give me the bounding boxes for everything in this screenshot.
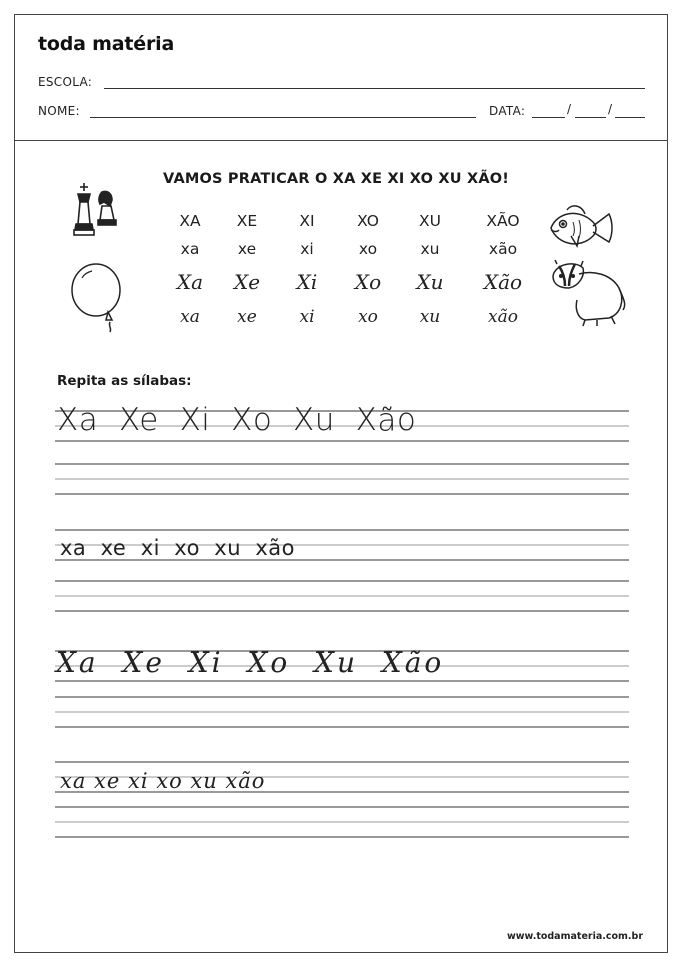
syllable: Xão: [483, 270, 523, 294]
syllable: xe: [237, 307, 257, 327]
syllable: Xa: [176, 270, 204, 294]
syllable: xa: [180, 307, 200, 327]
syllable: xa: [180, 240, 200, 258]
syllable: xu: [420, 240, 440, 258]
syllable: Xi: [296, 270, 318, 294]
syllable: XE: [236, 212, 258, 230]
date-label: DATA:: [489, 104, 526, 118]
practice-cursive-uppercase: Xa Xe Xi Xo Xu Xão: [56, 646, 445, 679]
syllable: XU: [419, 212, 441, 230]
name-label: NOME:: [38, 104, 80, 118]
syllable: Xe: [233, 270, 261, 294]
syllable: xe: [237, 240, 257, 258]
practice-cursive-lowercase: xa xe xi xo xu xão: [60, 769, 266, 793]
syllable: xo: [358, 240, 378, 258]
syllable: XO: [357, 212, 379, 230]
syllable: XÃO: [486, 212, 520, 230]
practice-label: Repita as sílabas:: [57, 373, 192, 389]
syllable: xu: [419, 307, 441, 327]
syllable: xi: [300, 240, 314, 258]
practice-lowercase: xa xe xi xo xu xão: [60, 536, 296, 560]
syllable: Xo: [354, 270, 382, 294]
exercise-title: VAMOS PRATICAR O XA XE XI XO XU XÃO!: [163, 171, 510, 187]
syllable: XA: [179, 212, 201, 230]
syllable: xo: [358, 307, 378, 327]
syllable: Xu: [416, 270, 444, 294]
syllable: xi: [299, 307, 315, 327]
footer-url[interactable]: www.todamateria.com.br: [506, 931, 643, 942]
syllable: xão: [488, 307, 518, 327]
practice-uppercase: Xa Xe Xi Xo Xu Xão: [57, 402, 417, 438]
date-separator: /: [567, 102, 572, 116]
school-label: ESCOLA:: [38, 75, 93, 89]
date-separator: /: [608, 102, 613, 116]
brand-logo: toda matéria: [38, 33, 175, 55]
syllable: xão: [488, 240, 518, 258]
syllable: XI: [299, 212, 315, 230]
